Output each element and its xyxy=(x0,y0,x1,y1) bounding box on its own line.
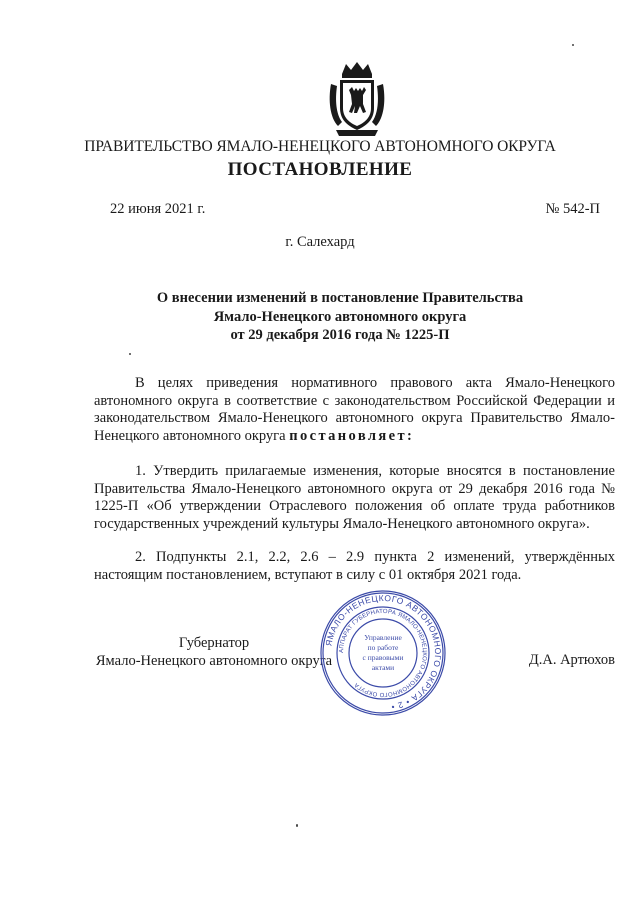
scan-speck xyxy=(129,353,131,355)
stamp-center-line: с правовыми xyxy=(362,653,404,662)
signatory-title xyxy=(94,635,334,670)
stamp-center-line: по работе xyxy=(367,643,399,652)
scan-speck xyxy=(572,44,574,46)
scan-speck xyxy=(296,824,298,827)
document-number: № 542-П xyxy=(545,201,600,217)
stamp-inner-text: АППАРАТ ГУБЕРНАТОРА ЯМАЛО-НЕНЕЦКОГО АВТОНОМНОГО ОКРУГА xyxy=(338,608,428,698)
intro-text: В целях приведения нормативного правового акта Ямало-Ненецкого автономного округа в соответствие с законодательством Российской Федерации и законодательством Ямало-Ненецкого автономного округа Правительство Ямало-Ненецкого автономного округа xyxy=(94,375,615,444)
document-type-heading: ПОСТАНОВЛЕНИЕ xyxy=(227,159,413,180)
item-1-paragraph: 1. Утвердить прилагаемые изменения, которые вносятся в постановление Правительства Ямало-Ненецкого автономного округа от 29 декабря 2016 года № 1225-П «Об утверждении Отраслевого положения об оплате труда работников государственных учреждений культуры Ямало-Ненецкого автономного округа». xyxy=(94,463,615,532)
document-date: 22 июня 2021 г. xyxy=(110,201,206,217)
stamp-center-line: Управление xyxy=(364,633,402,642)
stamp-center-line: актами xyxy=(371,663,395,672)
document-title xyxy=(120,289,560,345)
title-line: от 29 декабря 2016 года № 1225-П xyxy=(230,327,450,343)
document-city: г. Салехард xyxy=(285,234,355,250)
signatory-name: Д.А. Артюхов xyxy=(528,652,615,668)
title-line: О внесении изменений в постановление Правительства xyxy=(156,290,524,306)
coat-of-arms-icon xyxy=(328,60,386,138)
signatory-title-line: Губернатор xyxy=(178,635,250,651)
stamp-outer-text: ЯМАЛО-НЕНЕЦКОГО АВТОНОМНОГО ОКРУГА • 2 • xyxy=(323,592,444,713)
title-line: Ямало-Ненецкого автономного округа xyxy=(213,308,467,325)
item-2-paragraph: 2. Подпункты 2.1, 2.2, 2.6 – 2.9 пункта 2 изменений, утверждённых настоящим постановлением, вступают в силу с 01 октября 2021 года. xyxy=(94,549,615,583)
signatory-title-line: Ямало-Ненецкого автономного округа xyxy=(95,652,333,669)
decree-word: постановляет: xyxy=(289,427,415,444)
government-name: ПРАВИТЕЛЬСТВО ЯМАЛО-НЕНЕЦКОГО АВТОНОМНОГО ОКРУГА xyxy=(84,138,556,155)
official-stamp xyxy=(318,588,448,718)
intro-paragraph xyxy=(94,375,615,445)
